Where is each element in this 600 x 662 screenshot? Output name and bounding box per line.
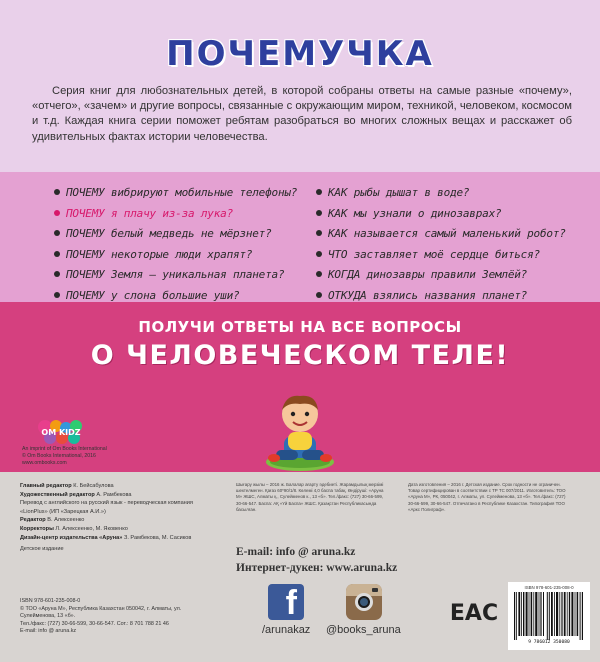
imprint-block (20, 482, 210, 554)
translation-note: Перевод с английского на русский язык - переводческая компания «LionPlus» (ИП «Зарецкая А.И.») (20, 500, 193, 515)
question-text: ПОЧЕМУ вибрируют мобильные телефоны? (66, 186, 298, 199)
bullet-icon (54, 251, 60, 257)
questions-right-list (316, 186, 566, 310)
question-text: ОТКУДА взялись названия планет? (328, 288, 528, 302)
question-text: ПОЧЕМУ некоторые люди храпят? (66, 247, 253, 261)
barcode-number: 9 786012 350080 (528, 640, 570, 645)
facebook-icon[interactable]: f (268, 584, 304, 620)
question-item (54, 207, 297, 228)
eac-mark-icon (449, 594, 499, 628)
proofreaders-label: Корректоры (20, 525, 54, 532)
logo-text: OM KIDZ (41, 428, 81, 437)
imprint-legal-block (20, 598, 210, 636)
series-title: ПОЧЕМУЧКА (166, 34, 434, 74)
copyright-line: © Om Books International, 2016 (22, 453, 96, 459)
publisher-logo-caption (22, 446, 107, 467)
chief-editor-label: Главный редактор (20, 483, 72, 489)
facebook-handle[interactable]: /arunakaz (262, 624, 311, 636)
question-text: КАК мы узнали о динозаврах? (328, 206, 502, 220)
editor-label: Редактор (20, 517, 46, 524)
bullet-icon (54, 189, 60, 195)
bullet-icon (54, 292, 60, 298)
barcode-bars-icon (512, 592, 586, 640)
question-text: КОГДА динозавры правили Землёй? (328, 268, 528, 282)
question-item (316, 186, 566, 207)
kazakh-legal-text: Шығару жылы – 2016 ж. Балалар ағарту әдебиеті. Жарамдылық мерзімі шектелмеген. Қағаз 60*90/1/8. Көлемі 4,0 баспа табақ. Өндіруші: «Аруна М» ЖШС, Алматы қ., Сулейменов к., 13 «б». Тел./факс: (727) 30-66-599, 30-66-547. Баспа: АҚ «Үй Баспа» ЖШС. Қазақстан Республикасында басылған. (236, 482, 384, 512)
question-item (54, 227, 297, 248)
bullet-icon (316, 210, 322, 216)
site-line: www.ombooks.com (22, 460, 67, 466)
question-item (54, 248, 297, 269)
question-item (54, 186, 297, 207)
bullet-icon (54, 271, 60, 277)
isbn-barcode (508, 582, 590, 650)
cta-title: О ЧЕЛОВЕЧЕСКОМ ТЕЛЕ! (90, 340, 510, 371)
bullet-icon (316, 271, 322, 277)
russian-legal-text: Дата изготовления – 2016 г. Детская издание. Срок годности не ограничен. Товар сертифицирован в соответствии с ТР ТС 007/2011. Изготовитель: ТОО «Аруна М», РК, 050042, г. Алматы, ул. Сулейменова, 13 «б». Тел./факс: (727) 30-66-599, 30-66-547. Отпечатано в Республике Казахстан. Типография ТОО «Аркс Полиграф». (408, 482, 566, 512)
bullet-icon (316, 292, 322, 298)
phone-line: Тел./факс: (727) 30-66-599, 30-66-547. Сот.: 8 701 788 21 46 (20, 620, 169, 627)
question-text: КАК рыбы дышат в воде? (328, 186, 470, 199)
question-text: КАК называется самый маленький робот? (328, 227, 566, 241)
barcode-isbn: ISBN 978-601-235-008-0 (524, 585, 574, 590)
series-intro: Серия книг для любознательных детей, в которой собраны ответы на самые разные «почему», «отчего», «зачем» и другие вопросы, связанные с окружающим миром, техникой, человеком, космосом и т.д. Каждая книга серии поможет ребятам разобраться во многих сложных вещах и расскажет об удивительных фактах истории человечества. (32, 85, 572, 143)
question-item (316, 227, 566, 248)
age-label: Детское издание (20, 546, 64, 553)
question-item (54, 268, 297, 289)
question-item (316, 248, 566, 269)
question-text: ПОЧЕМУ белый медведь не мёрзнет? (66, 227, 272, 241)
design-center: З. Рамбекова, М. Сасиков (123, 534, 192, 541)
bullet-icon (54, 230, 60, 236)
bullet-icon (316, 230, 322, 236)
question-text: ЧТО заставляет моё сердце биться? (328, 247, 540, 261)
email-line[interactable]: E-mail: info @ aruna.kz (236, 546, 356, 558)
design-center-label: Дизайн-центр издательства «Аруна» (20, 534, 123, 541)
isbn-line: ISBN 978-601-235-008-0 (20, 598, 81, 604)
questions-section (0, 172, 600, 302)
editor: В. Алексеенко (47, 517, 85, 524)
question-item (316, 268, 566, 289)
question-text: ПОЧЕМУ я плачу из-за лука? (66, 206, 233, 220)
proofreaders: Л. Алексеенко, М. Яковенко (55, 525, 128, 532)
instagram-handle[interactable]: @books_aruna (326, 624, 401, 636)
shop-line[interactable]: Интернет-дукен: www.aruna.kz (236, 562, 398, 574)
boy-illustration (262, 388, 338, 472)
bullet-icon (54, 210, 60, 216)
eac-text: EAC (449, 601, 499, 626)
top-section (0, 0, 600, 172)
bullet-icon (316, 189, 322, 195)
chief-editor: К. Бейсабулова (73, 483, 114, 489)
question-text: ПОЧЕМУ Земля — уникальная планета? (66, 268, 285, 282)
imprint-email: E-mail: info @ aruna.kz (20, 628, 77, 635)
art-editor-label: Художественный редактор (20, 491, 95, 498)
imprint-line: An imprint of Om Books International (22, 446, 107, 452)
instagram-icon[interactable] (346, 584, 382, 620)
cta-subtitle: ПОЛУЧИ ОТВЕТЫ НА ВСЕ ВОПРОСЫ (138, 318, 462, 336)
bullet-icon (316, 251, 322, 257)
art-editor: А. Рамбекова (96, 491, 132, 498)
publisher-legal: © ТОО «Аруна М», Республика Казахстан 050042, г. Алматы, ул. Сулейменова, 13 «б». (20, 605, 182, 620)
questions-left-list (54, 186, 297, 310)
question-text: ПОЧЕМУ у слона большие уши? (66, 288, 240, 302)
om-kidz-logo (36, 418, 86, 446)
question-item (316, 207, 566, 228)
